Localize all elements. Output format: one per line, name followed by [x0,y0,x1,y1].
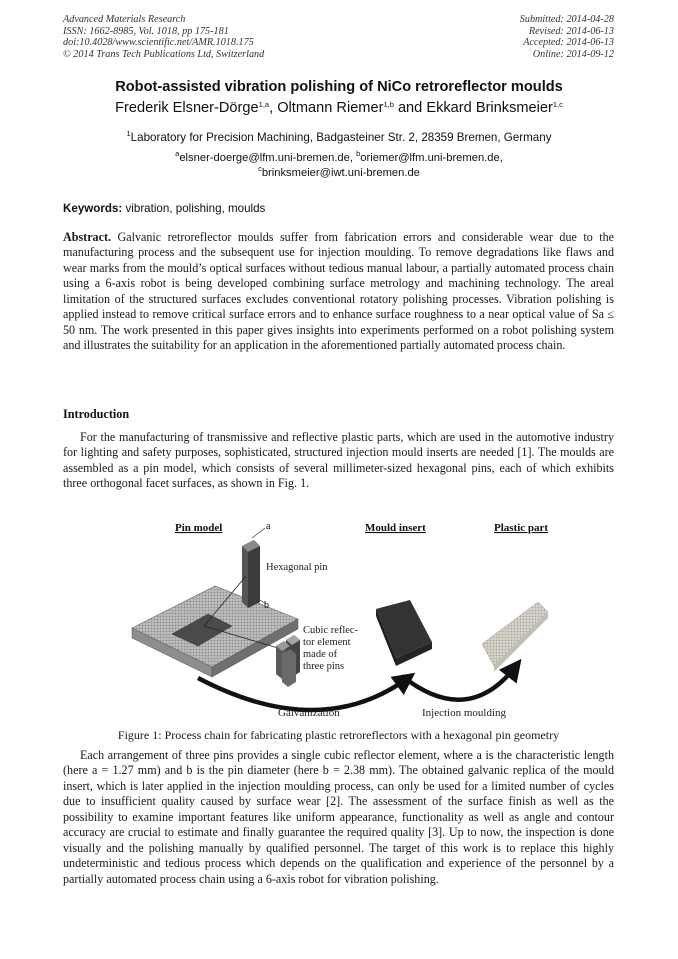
process-chain-figure [120,516,560,724]
email-link[interactable]: oriemer@lfm.uni-bremen.de, [360,152,503,164]
abstract-label: Abstract. [63,230,112,244]
author-name: Oltmann Riemer [277,100,384,116]
author-name: Frederik Elsner-Dörge [115,100,259,116]
abstract [63,230,614,354]
email-block [20,151,658,181]
label-cubic-line-1: Cubic reflec- [303,625,359,636]
accepted-date: Accepted: 2014-06-13 [523,37,614,49]
label-a: a [266,521,271,532]
label-cubic-line-4: three pins [303,661,345,672]
figure-caption: Figure 1: Process chain for fabricating plastic retroreflectors with a hexagonal pin geometry [117,728,560,742]
label-plastic-part: Plastic part [494,522,549,534]
author-affil-mark: 1,a [258,100,270,109]
affiliation-text: Laboratory for Precision Machining, Badgasteiner Str. 2, 28359 Bremen, Germany [130,131,552,144]
revised-date: Revised: 2014-06-13 [528,25,614,37]
label-mould-insert: Mould insert [365,522,426,534]
pin-model-plate [132,586,298,677]
email-link[interactable]: elsner-doerge@lfm.uni-bremen.de, [179,152,357,164]
dates-info [520,14,614,60]
journal-name: Advanced Materials Research [63,14,186,25]
label-galvanization: Galvanization [278,707,340,719]
copyright-line: © 2014 Trans Tech Publications Ltd, Switzerland [63,48,265,60]
intro-paragraph-1: For the manufacturing of transmissive and reflective plastic parts, which are used in the automotive industry for lighting and safety purposes, sophisticated, structured injection mould inserts are needed [1]. The moulds are assembled as a pin model, which consists of several millimeter-sized hexagonal pins, each of which exhibits three orthogonal facet surfaces, as shown in Fig. 1. [63,430,614,491]
author-list [20,100,658,116]
section-heading-introduction: Introduction [63,407,130,421]
cubic-reflector-element [276,635,300,687]
injection-arrow [402,666,516,700]
submitted-date: Submitted: 2014-04-28 [519,14,614,25]
galvanization-arrow [198,678,408,710]
email-mark: b [356,149,361,158]
label-injection-moulding: Injection moulding [422,707,507,719]
paper-title: Robot-assisted vibration polishing of NiCo retroreflector moulds [115,79,563,95]
abstract-text: Galvanic retroreflector moulds suffer from fabrication errors and considerable wear due to the manufacturing process and the subsequent use for injection moulding. To remove degradations like flaws and wear marks from the mould’s optical surfaces without tedious manual labour, a partially automated process chain using a 6-axis robot is being developed combining surface metrology and machining technology. The areal limitation of the structured surfaces excludes conventional rotatory polishing processes. Vibration polishing is applied instead to remove critical surface errors and to enhance surface roughness to a near optical value of Sa ≤ 50 nm. The work presented in this paper gives insights into experiments performed on a robot polishing system and illustrates the suitability for an application in the aforementioned partially automated process chain. [63,230,614,353]
doi-line: doi:10.4028/www.scientific.net/AMR.1018.175 [63,37,254,49]
online-date: Online: 2014-09-12 [532,48,614,60]
intro-paragraph-2: Each arrangement of three pins provides a single cubic reflector element, where a is the characteristic length (here a = 1.27 mm) and b is the pin diameter (here b = 2.38 mm). The obtained galvanic replica of the mould insert, which is later applied in the injection moulding process, can only be used for a limited number of cycles due to insufficient quality caused by surface wear [2]. The assessment of the surface finish as well as the possibility to examine important features like uniform appearance, functionality as well as angle and contour accuracy are crucial to estimate and finally guarantee the required quality [3]. Up to now, the inspection is done visually and the polishing manually by qualified personnel. The target of this work is to replace this highly undeterministic and tedious process which depends on the qualification and experience of the personnel by a partially automated process chain using a 6-axis robot for vibration polishing. [63,748,614,886]
hexagonal-pin [242,540,260,608]
label-hexagonal-pin: Hexagonal pin [266,562,328,573]
affiliation [20,131,658,144]
author-name: Ekkard Brinksmeier [426,100,553,116]
author-separator: , [269,100,278,116]
author-affil-mark: 1,c [552,100,563,109]
label-b: b [264,600,269,611]
email-link[interactable]: brinksmeier@iwt.uni-bremen.de [261,167,420,179]
email-mark: c [258,164,262,173]
author-affil-mark: 1,b [383,100,394,109]
keywords [63,202,265,215]
author-separator: and [393,100,427,116]
mould-insert-shape [376,600,432,666]
email-mark: a [175,149,180,158]
label-pin-model: Pin model [175,522,223,534]
label-cubic-line-2: tor element [303,637,351,648]
affiliation-mark: 1 [126,129,131,138]
label-cubic-line-3: made of [303,649,338,660]
keywords-text: vibration, polishing, moulds [122,202,266,215]
issn-line: ISSN: 1662-8985, Vol. 1018, pp 175-181 [63,25,229,37]
journal-info [63,14,264,60]
plastic-part-shape [482,602,548,672]
keywords-label: Keywords: [63,202,123,215]
